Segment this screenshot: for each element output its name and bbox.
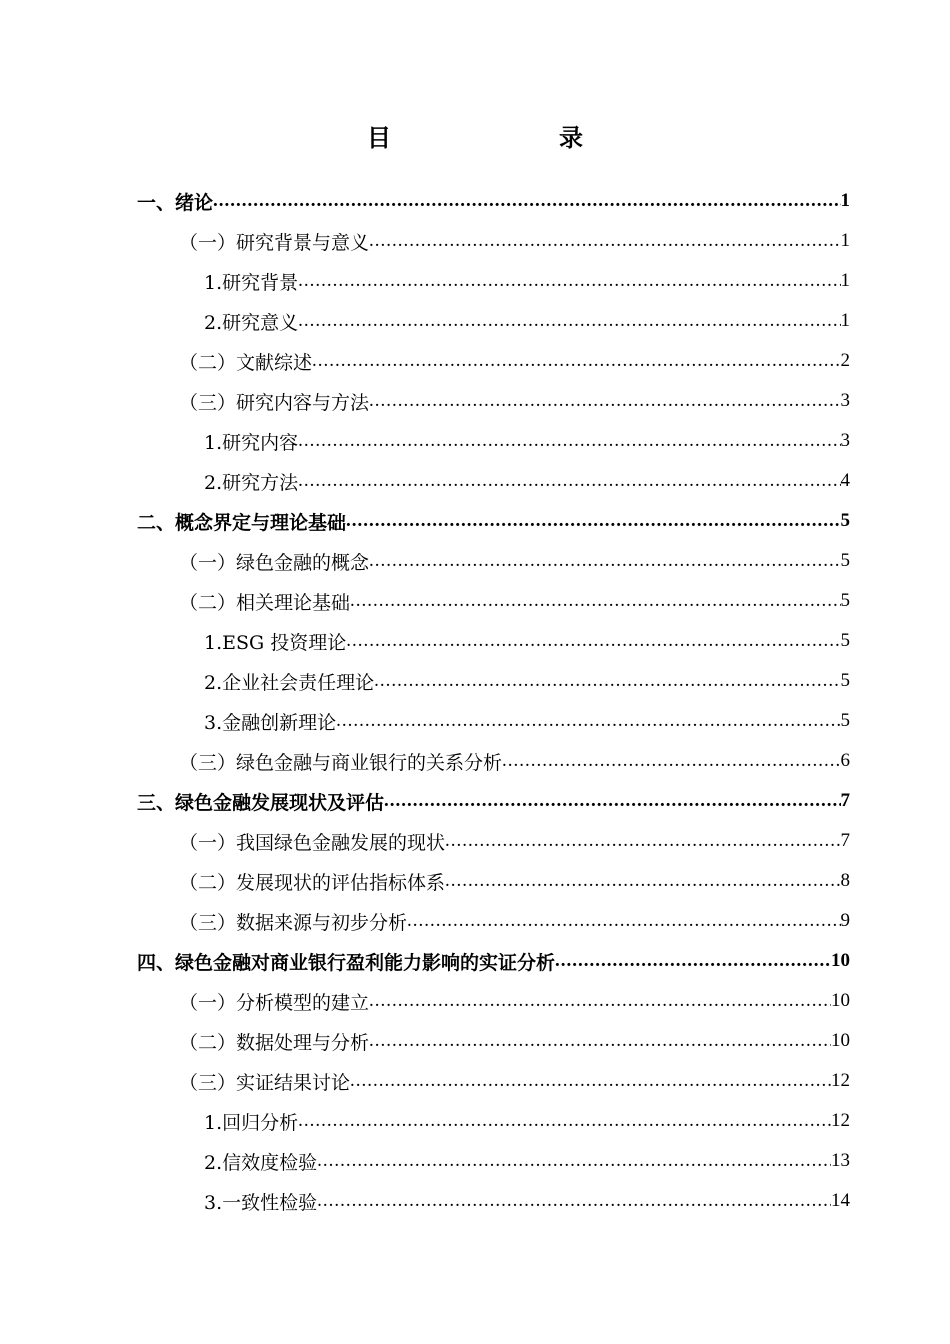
toc-entry-page-number: 5 <box>840 710 850 731</box>
toc-entry-label: （二）文献综述 <box>179 351 313 374</box>
toc-dot-leader <box>555 950 831 972</box>
toc-entry-label: 三、绿色金融发展现状及评估 <box>137 791 385 814</box>
toc-entry[interactable] <box>137 1181 850 1221</box>
toc-entry-label: （一）研究背景与意义 <box>179 231 370 254</box>
toc-entry-page-number: 5 <box>840 550 850 571</box>
toc-dot-leader <box>350 590 840 612</box>
toc-entry-page-number: 7 <box>840 790 850 811</box>
toc-dot-leader <box>213 190 840 212</box>
toc-entry-page-number: 5 <box>840 670 850 691</box>
toc-entry-label: （二）相关理论基础 <box>179 591 351 614</box>
toc-entry-page-number: 3 <box>840 430 850 451</box>
toc-dot-leader <box>298 1110 831 1132</box>
toc-entry-label: 3.一致性检验 <box>204 1191 318 1214</box>
toc-dot-leader <box>346 510 840 532</box>
toc-entry[interactable] <box>137 221 850 261</box>
toc-entry-label: 2.信效度检验 <box>204 1151 318 1174</box>
toc-dot-leader <box>407 910 840 932</box>
toc-entry-page-number: 1 <box>840 230 850 251</box>
toc-entry[interactable] <box>137 1061 850 1101</box>
toc-entry-label: （三）实证结果讨论 <box>179 1071 351 1094</box>
toc-entry-page-number: 8 <box>840 870 850 891</box>
toc-entry-label: 2.研究方法 <box>204 471 299 494</box>
toc-entry-label: 1.回归分析 <box>204 1111 299 1134</box>
toc-dot-leader <box>369 990 831 1012</box>
toc-dot-leader <box>317 1150 831 1172</box>
toc-entry[interactable] <box>137 381 850 421</box>
toc-entry[interactable] <box>137 301 850 341</box>
toc-entry[interactable] <box>137 901 850 941</box>
toc-dot-leader <box>369 1030 831 1052</box>
toc-entry-page-number: 5 <box>840 630 850 651</box>
toc-entry-page-number: 1 <box>840 310 850 331</box>
toc-entry[interactable] <box>137 821 850 861</box>
toc-entry-label: 一、绪论 <box>137 191 214 214</box>
toc-entry-page-number: 3 <box>840 390 850 411</box>
toc-entry-label: （一）我国绿色金融发展的现状 <box>179 831 446 854</box>
toc-entry-label: （一）分析模型的建立 <box>179 991 370 1014</box>
toc-dot-leader <box>298 430 840 452</box>
toc-dot-leader <box>374 670 840 692</box>
toc-entry-page-number: 14 <box>831 1190 850 1211</box>
toc-entry[interactable] <box>137 661 850 701</box>
toc-entry[interactable] <box>137 781 850 821</box>
toc-dot-leader <box>350 1070 831 1092</box>
toc-dot-leader <box>369 390 840 412</box>
toc-entry-label: 1.研究内容 <box>204 431 299 454</box>
toc-dot-leader <box>502 750 840 772</box>
toc-dot-leader <box>298 310 840 332</box>
toc-entry-label: 2.企业社会责任理论 <box>204 671 375 694</box>
toc-entry-page-number: 7 <box>840 830 850 851</box>
toc-entry-label: 3.金融创新理论 <box>204 711 337 734</box>
toc-entry[interactable] <box>137 861 850 901</box>
toc-dot-leader <box>369 550 840 572</box>
toc-dot-leader <box>317 1190 831 1212</box>
toc-entry-label: （二）发展现状的评估指标体系 <box>179 871 446 894</box>
toc-entry[interactable] <box>137 501 850 541</box>
toc-entry[interactable] <box>137 1101 850 1141</box>
toc-entry[interactable] <box>137 181 850 221</box>
toc-dot-leader <box>369 230 840 252</box>
toc-entry-page-number: 10 <box>831 950 850 971</box>
toc-dot-leader <box>298 270 840 292</box>
toc-entry[interactable] <box>137 261 850 301</box>
toc-entry-page-number: 4 <box>840 470 850 491</box>
toc-entry[interactable] <box>137 741 850 781</box>
toc-entry-label: （一）绿色金融的概念 <box>179 551 370 574</box>
toc-entry[interactable] <box>137 621 850 661</box>
toc-entry-page-number: 12 <box>831 1110 850 1131</box>
toc-entry-page-number: 13 <box>831 1150 850 1171</box>
toc-entry-label: 四、绿色金融对商业银行盈利能力影响的实证分析 <box>137 951 556 974</box>
toc-dot-leader <box>445 830 840 852</box>
toc-entry-page-number: 9 <box>840 910 850 931</box>
toc-dot-leader <box>346 630 840 652</box>
toc-entry-page-number: 10 <box>831 990 850 1011</box>
toc-entry[interactable] <box>137 1021 850 1061</box>
toc-entry-label: 2.研究意义 <box>204 311 299 334</box>
toc-entry-page-number: 1 <box>840 270 850 291</box>
toc-entry-label: （三）研究内容与方法 <box>179 391 370 414</box>
toc-entry-label: （二）数据处理与分析 <box>179 1031 370 1054</box>
toc-entry[interactable] <box>137 581 850 621</box>
toc-entry-label: 二、概念界定与理论基础 <box>137 511 347 534</box>
toc-entry-label: （三）数据来源与初步分析 <box>179 911 408 934</box>
toc-entry-page-number: 10 <box>831 1030 850 1051</box>
toc-entry[interactable] <box>137 981 850 1021</box>
toc-entry-page-number: 1 <box>840 190 850 211</box>
toc-entry-page-number: 2 <box>840 350 850 371</box>
toc-dot-leader <box>445 870 840 892</box>
toc-entry[interactable] <box>137 701 850 741</box>
toc-dot-leader <box>312 350 840 372</box>
table-of-contents <box>137 181 850 1221</box>
toc-dot-leader <box>298 470 840 492</box>
toc-entry-label: 1.研究背景 <box>204 271 299 294</box>
page-title: 目 录 <box>367 124 623 152</box>
toc-entry-page-number: 5 <box>840 590 850 611</box>
toc-entry[interactable] <box>137 1141 850 1181</box>
toc-entry[interactable] <box>137 541 850 581</box>
toc-entry-label: （三）绿色金融与商业银行的关系分析 <box>179 751 503 774</box>
toc-entry-page-number: 12 <box>831 1070 850 1091</box>
toc-dot-leader <box>336 710 840 732</box>
toc-entry[interactable] <box>137 461 850 501</box>
toc-entry-label: 1.ESG 投资理论 <box>204 631 347 654</box>
toc-entry[interactable] <box>137 421 850 461</box>
toc-entry-page-number: 5 <box>840 510 850 531</box>
toc-dot-leader <box>384 790 840 812</box>
toc-entry[interactable] <box>137 341 850 381</box>
toc-entry[interactable] <box>137 941 850 981</box>
toc-entry-page-number: 6 <box>840 750 850 771</box>
